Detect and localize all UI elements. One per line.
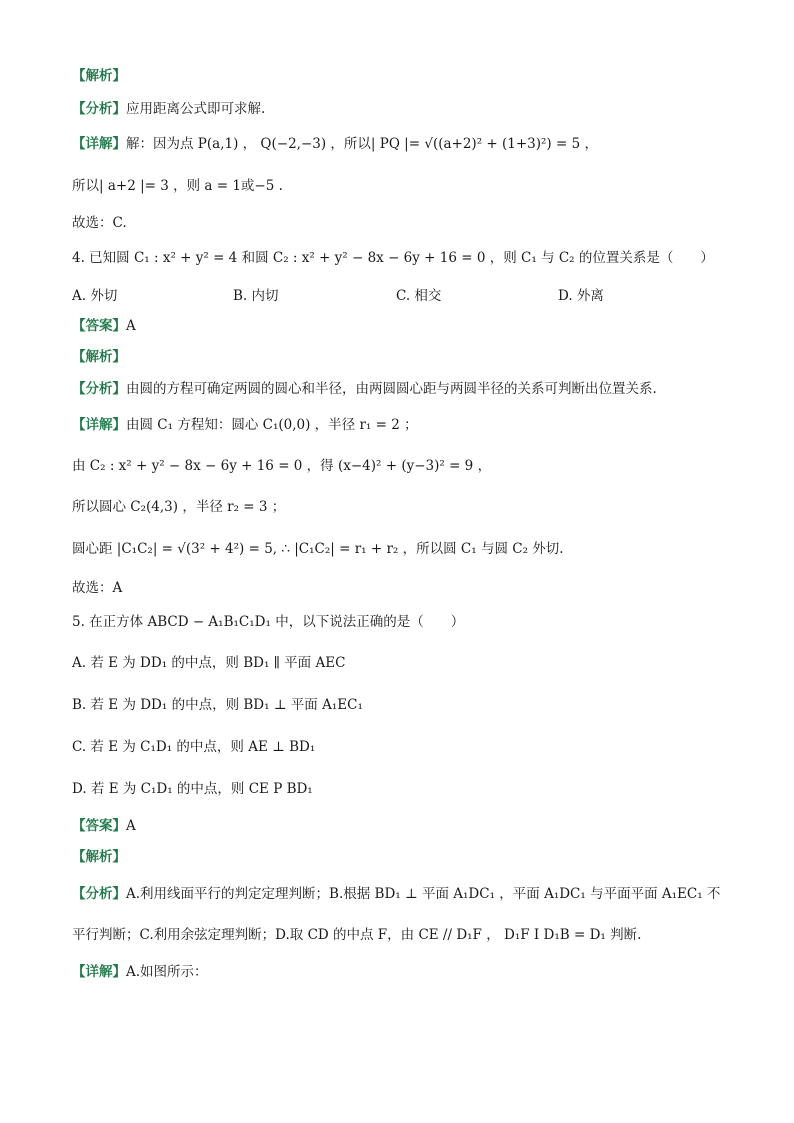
q4-detail-3 xyxy=(72,497,754,517)
question-5 xyxy=(72,612,754,632)
q5-analysis-head xyxy=(72,847,754,867)
line-text: 解：因为点 P(a,1) ， Q(−2,−3) ，所以| PQ |= √((a+2)² + (1+3)²) = 5 ， xyxy=(126,136,598,152)
line-text: A.利用线面平行的判定定理判断；B.根据 BD₁ ⊥ 平面 A₁DC₁ ，平面 A₁DC₁ 与平面平面 A₁EC₁ 不 xyxy=(126,886,721,902)
q5-answer xyxy=(72,816,754,836)
q4-option-c: C. 相交 xyxy=(396,288,442,304)
line-2 xyxy=(72,99,754,119)
line-1 xyxy=(72,66,754,86)
q5-option-b xyxy=(72,695,754,715)
line-text: A. 若 E 为 DD₁ 的中点，则 BD₁ ∥ 平面 AEC xyxy=(72,655,346,671)
q4-detail-1 xyxy=(72,415,754,435)
line-4 xyxy=(72,176,754,196)
q5-analysis-1 xyxy=(72,884,754,904)
section-tag: 【答案】 xyxy=(72,818,126,834)
q4-detail-4 xyxy=(72,539,754,559)
line-text: 由圆 C₁ 方程知：圆心 C₁(0,0) ，半径 r₁ = 2 ； xyxy=(126,417,418,433)
q4-option-a: A. 外切 xyxy=(72,288,118,304)
section-tag: 【详解】 xyxy=(72,136,126,152)
line-text: 所以| a+2 |= 3 ，则 a = 1或−5 . xyxy=(72,178,283,194)
section-tag: 【解析】 xyxy=(72,68,126,84)
line-text: 由 C₂ : x² + y² − 8x − 6y + 16 = 0 ，得 (x−4)² + (y−3)² = 9 ， xyxy=(72,458,492,474)
line-text: D. 若 E 为 C₁D₁ 的中点，则 CE P BD₁ xyxy=(72,781,313,797)
line-text: B. 若 E 为 DD₁ 的中点，则 BD₁ ⊥ 平面 A₁EC₁ xyxy=(72,697,363,713)
question-4 xyxy=(72,248,754,268)
q5-analysis-2 xyxy=(72,925,754,945)
section-tag: 【分析】 xyxy=(72,886,126,902)
line-text: 所以圆心 C₂(4,3) ，半径 r₂ = 3 ； xyxy=(72,499,286,515)
line-text: 应用距离公式即可求解. xyxy=(126,101,266,117)
line-text: A.如图所示： xyxy=(126,964,208,980)
q4-option-b: B. 内切 xyxy=(233,288,279,304)
line-text: 故选：A xyxy=(72,580,123,596)
line-text: 圆心距 |C₁C₂| = √(3² + 4²) = 5, ∴ |C₁C₂| = r₁ + r₂ ，所以圆 C₁ 与圆 C₂ 外切. xyxy=(72,541,564,557)
section-tag: 【详解】 xyxy=(72,964,126,980)
section-tag: 【答案】 xyxy=(72,318,126,334)
q4-choose xyxy=(72,578,754,598)
line-5 xyxy=(72,213,754,233)
q4-option-d: D. 外离 xyxy=(558,288,604,304)
line-text: A xyxy=(126,818,136,834)
q5-option-a xyxy=(72,653,754,673)
line-text: 4. 已知圆 C₁ : x² + y² = 4 和圆 C₂ : x² + y² − 8x − 6y + 16 = 0 ，则 C₁ 与 C₂ 的位置关系是（ ） xyxy=(72,250,714,266)
line-text: 5. 在正方体 ABCD − A₁B₁C₁D₁ 中，以下说法正确的是（ ） xyxy=(72,614,465,630)
section-tag: 【详解】 xyxy=(72,417,126,433)
line-text: A xyxy=(126,318,136,334)
q4-detail-2 xyxy=(72,456,754,476)
section-tag: 【分析】 xyxy=(72,381,126,397)
line-text: 由圆的方程可确定两圆的圆心和半径，由两圆圆心距与两圆半径的关系可判断出位置关系. xyxy=(126,381,657,397)
q5-detail xyxy=(72,962,754,982)
line-text: 平行判断；C.利用余弦定理判断；D.取 CD 的中点 F，由 CE // D₁F ， D₁F I D₁B = D₁ 判断. xyxy=(72,927,642,943)
section-tag: 【分析】 xyxy=(72,101,126,117)
section-tag: 【解析】 xyxy=(72,849,126,865)
q5-option-c xyxy=(72,737,754,757)
line-3 xyxy=(72,134,754,154)
q4-analysis xyxy=(72,379,754,399)
line-text: C. 若 E 为 C₁D₁ 的中点，则 AE ⊥ BD₁ xyxy=(72,739,316,755)
q5-option-d xyxy=(72,779,754,799)
section-tag: 【解析】 xyxy=(72,349,126,365)
q4-answer xyxy=(72,316,754,336)
q4-analysis-head xyxy=(72,347,754,367)
line-text: 故选：C. xyxy=(72,215,127,231)
